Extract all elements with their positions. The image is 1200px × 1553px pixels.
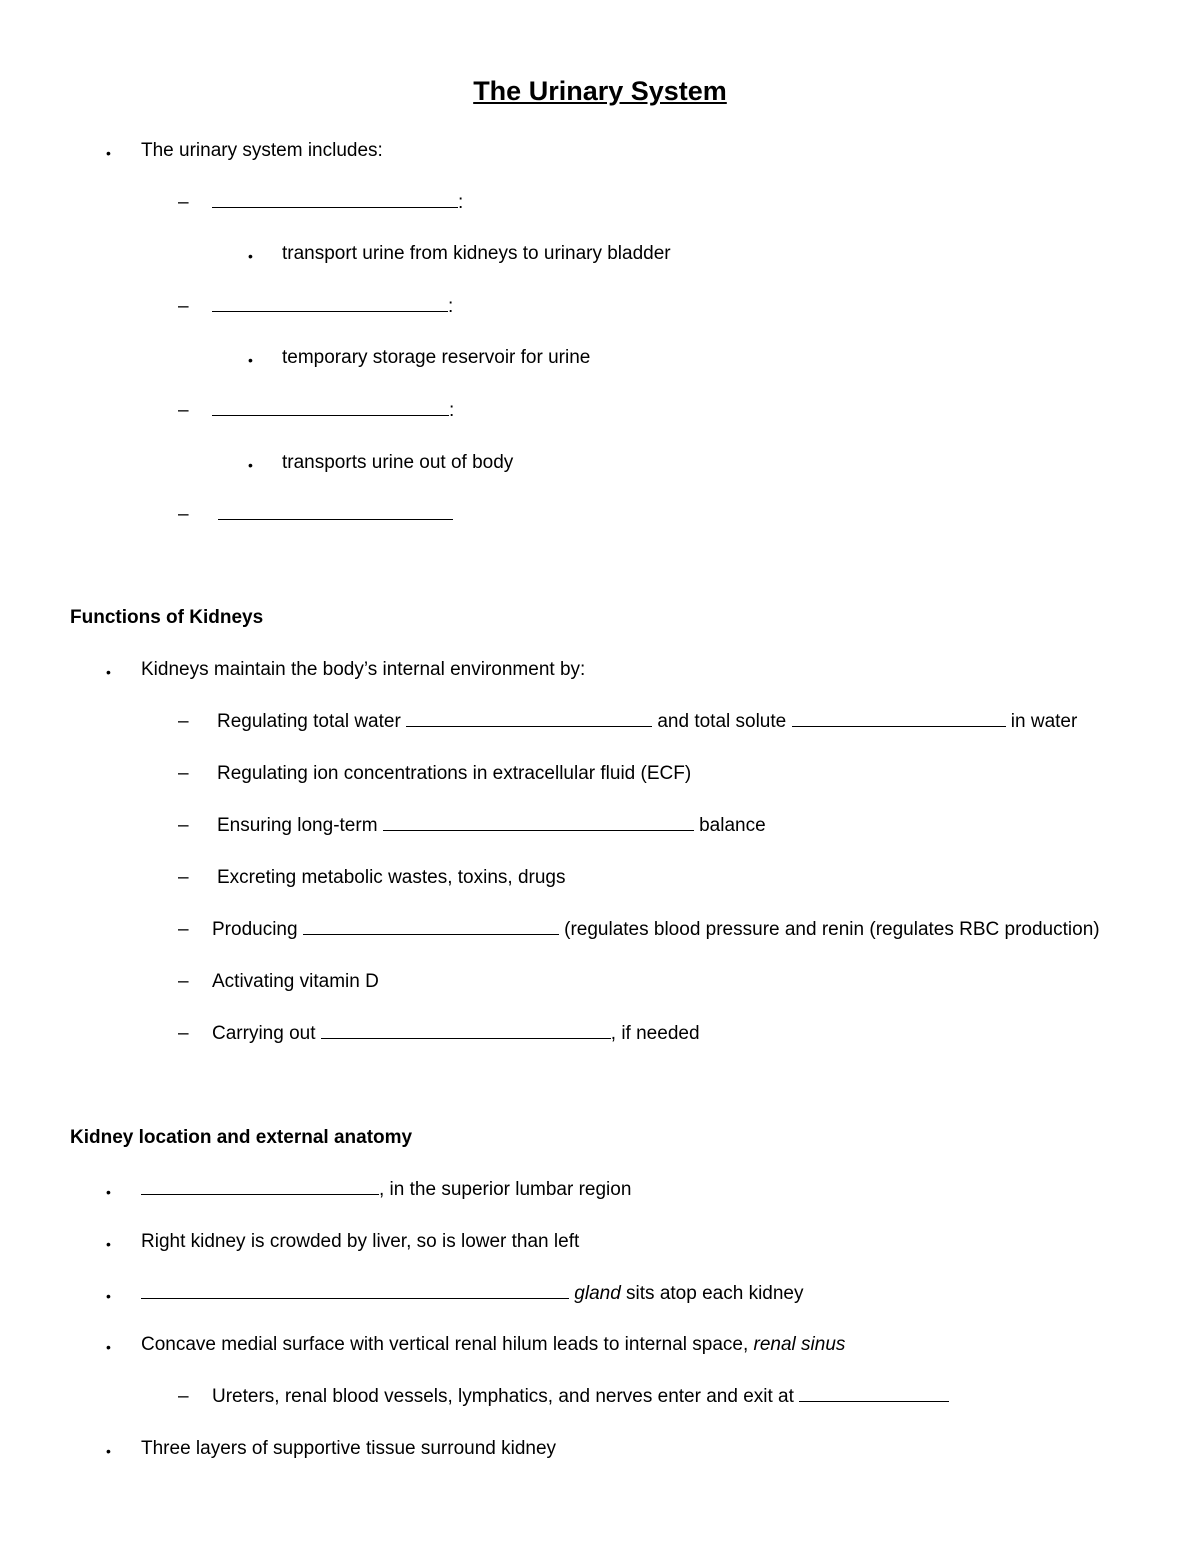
- dash: –: [178, 867, 189, 888]
- bullet: •: [106, 1443, 111, 1459]
- section1-intro: The urinary system includes:: [141, 140, 383, 161]
- section-heading: Functions of Kidneys: [70, 607, 264, 628]
- bullet: •: [248, 352, 253, 368]
- location-item-4: Concave medial surface with vertical renal hilum leads to internal space, renal sinus: [141, 1334, 846, 1355]
- section2-intro: Kidneys maintain the body’s internal environment by:: [141, 659, 586, 680]
- dash: –: [178, 192, 189, 213]
- dash: –: [178, 296, 189, 317]
- dash: –: [178, 504, 189, 525]
- blank-line-2: :: [212, 297, 453, 316]
- blank-line-1: :: [212, 193, 463, 212]
- sub-item: temporary storage reservoir for urine: [282, 347, 591, 368]
- function-item-5: Producing (regulates blood pressure and renin (regulates RBC production): [212, 919, 1100, 940]
- dash: –: [178, 763, 189, 784]
- function-item-7: Carrying out , if needed: [212, 1023, 700, 1044]
- bullet: •: [106, 1236, 111, 1252]
- location-item-1: , in the superior lumbar region: [141, 1180, 631, 1199]
- function-item-3: Ensuring long-term balance: [217, 815, 766, 836]
- dash: –: [178, 1023, 189, 1044]
- sub-item: transport urine from kidneys to urinary bladder: [282, 243, 671, 264]
- bullet: •: [248, 457, 253, 473]
- page-title: The Urinary System: [473, 76, 727, 106]
- bullet: •: [106, 1288, 111, 1304]
- bullet: •: [106, 1184, 111, 1200]
- location-item-3: gland sits atop each kidney: [141, 1284, 804, 1303]
- blank-line-3: :: [212, 401, 454, 420]
- function-item-4: Excreting metabolic wastes, toxins, drugs: [217, 867, 566, 888]
- bullet: •: [106, 1339, 111, 1355]
- sub-item: transports urine out of body: [282, 452, 514, 473]
- bullet: •: [106, 664, 111, 680]
- section-heading: Kidney location and external anatomy: [70, 1127, 413, 1148]
- location-item-2: Right kidney is crowded by liver, so is lower than left: [141, 1231, 580, 1252]
- function-item-6: Activating vitamin D: [212, 971, 379, 992]
- function-item-2: Regulating ion concentrations in extracellular fluid (ECF): [217, 763, 692, 784]
- dash: –: [178, 919, 189, 940]
- dash: –: [178, 1386, 189, 1407]
- blank-line-4: [218, 505, 453, 524]
- bullet: •: [248, 248, 253, 264]
- bullet: •: [106, 145, 111, 161]
- dash: –: [178, 815, 189, 836]
- dash: –: [178, 400, 189, 421]
- function-item-1: Regulating total water and total solute in water: [217, 711, 1078, 732]
- dash: –: [178, 711, 189, 732]
- location-item-5: Three layers of supportive tissue surround kidney: [141, 1438, 557, 1459]
- location-sub-item: Ureters, renal blood vessels, lymphatics, and nerves enter and exit at: [212, 1387, 949, 1406]
- dash: –: [178, 971, 189, 992]
